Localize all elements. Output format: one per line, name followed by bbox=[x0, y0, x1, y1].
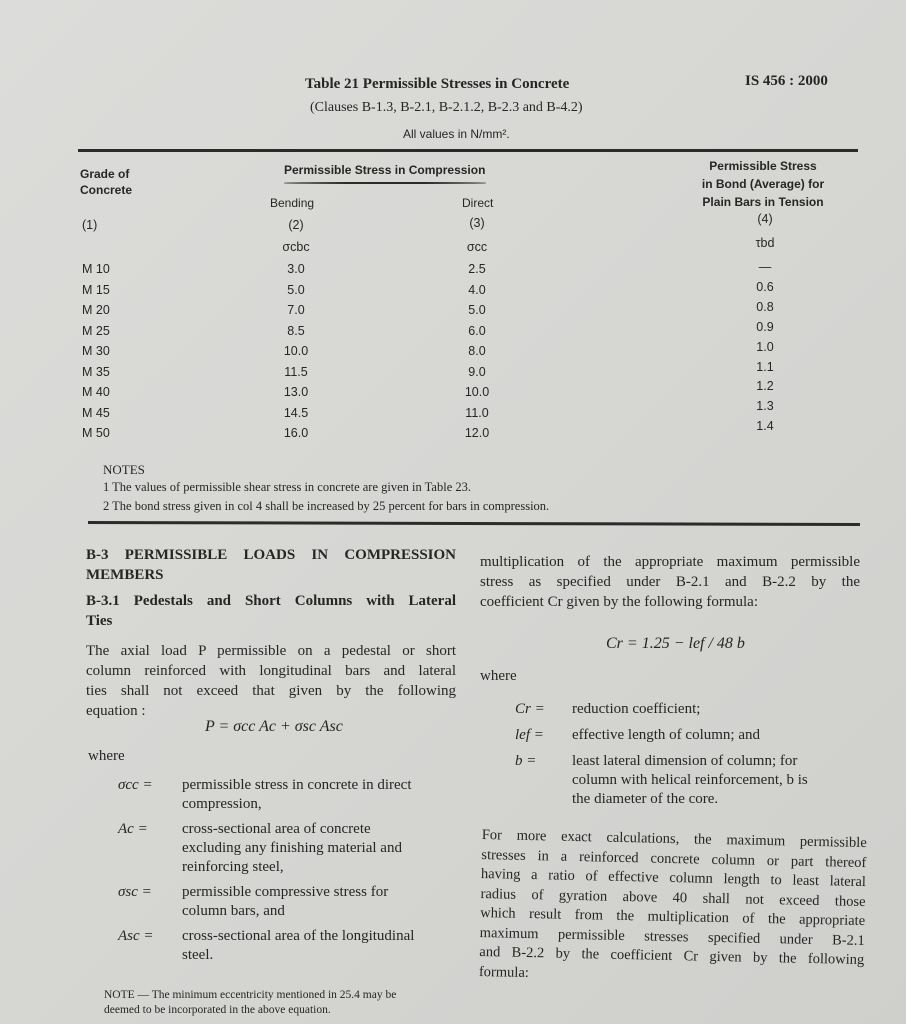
text-line: For more exact calculations, the maximum permissible bbox=[481, 826, 867, 852]
col-number: (4) bbox=[757, 212, 773, 226]
bond-cell: 0.6 bbox=[756, 279, 774, 294]
table-top-rule bbox=[78, 149, 858, 152]
text-line: equation : bbox=[86, 703, 146, 719]
grade-cell: M 35 bbox=[82, 364, 110, 379]
heading-line: Ties bbox=[86, 613, 113, 629]
direct-cell: 2.5 bbox=[468, 262, 486, 276]
equation-note bbox=[104, 988, 396, 1018]
text-line: coefficient Cr given by the following formula: bbox=[480, 594, 758, 610]
note-line: deemed to be incorporated in the above equation. bbox=[104, 1004, 331, 1016]
text-line: stress as specified under B-2.1 and B-2.2 by the bbox=[480, 574, 860, 590]
where-label: where bbox=[480, 668, 517, 684]
bond-cell: 1.1 bbox=[756, 359, 774, 374]
definition-symbol: Cr = bbox=[515, 701, 545, 717]
definition-text: effective length of column; and bbox=[572, 727, 760, 743]
text-line: which result from the multiplication of the appropriate bbox=[480, 904, 866, 930]
bending-cell: 13.0 bbox=[283, 385, 309, 399]
paragraph-axial-load bbox=[86, 641, 456, 721]
grade-cell: M 15 bbox=[82, 282, 110, 297]
definition-text: the diameter of the core. bbox=[572, 791, 719, 807]
col-number: (1) bbox=[82, 218, 98, 232]
definition-symbol: σsc = bbox=[118, 884, 152, 900]
direct-cell: 12.0 bbox=[464, 426, 490, 440]
direct-cell: 10.0 bbox=[464, 385, 490, 399]
bending-cell: 5.0 bbox=[287, 282, 305, 297]
col4-header bbox=[702, 157, 824, 211]
definition-symbol: Asc = bbox=[118, 928, 154, 944]
grade-cell: M 40 bbox=[82, 385, 110, 399]
definition-symbol: b = bbox=[515, 753, 537, 769]
where-label: where bbox=[88, 748, 125, 764]
bond-cell: 1.2 bbox=[756, 379, 774, 394]
text-line: having a ratio of effective column length to least lateral bbox=[480, 865, 867, 891]
heading-line: B-3.1 Pedestals and Short Columns with Lateral bbox=[86, 593, 456, 609]
definition-symbol: σcc = bbox=[118, 777, 153, 793]
note-2: 2 The bond stress given in col 4 shall be increased by 25 percent for bars in compression. bbox=[103, 499, 550, 513]
notes-title: NOTES bbox=[103, 462, 145, 477]
definition-text: cross-sectional area of the longitudinal bbox=[182, 928, 415, 944]
heading-line: B-3 PERMISSIBLE LOADS IN COMPRESSION bbox=[86, 547, 456, 563]
formula-cr: Cr = 1.25 − lef / 48 b bbox=[606, 635, 745, 652]
direct-cell: 8.0 bbox=[468, 344, 486, 358]
grade-cell: M 30 bbox=[82, 344, 110, 358]
text-line: ties shall not exceed that given by the following bbox=[86, 683, 456, 699]
bending-cell: 11.5 bbox=[284, 364, 308, 379]
col1-header: Grade of Concrete bbox=[80, 167, 133, 197]
definition-text: cross-sectional area of concrete bbox=[182, 821, 371, 837]
col2-header: Bending bbox=[270, 196, 315, 210]
bond-cell: 0.9 bbox=[756, 319, 774, 334]
direct-cell: 9.0 bbox=[468, 364, 486, 379]
section-heading-b3 bbox=[86, 545, 456, 585]
grade-cell: M 50 bbox=[82, 426, 110, 440]
bending-cell: 8.5 bbox=[287, 323, 305, 338]
note-1: 1 The values of permissible shear stress in concrete are given in Table 23. bbox=[103, 480, 471, 494]
standard-number: IS 456 : 2000 bbox=[745, 73, 828, 89]
grade-cell: M 10 bbox=[82, 262, 110, 276]
grade-cell: M 45 bbox=[82, 405, 110, 420]
bond-cell: 0.8 bbox=[756, 299, 774, 314]
definition-text: reinforcing steel, bbox=[182, 859, 284, 875]
units-note: All values in N/mm². bbox=[403, 127, 510, 141]
note-line: NOTE — The minimum eccentricity mentioned in 25.4 may be bbox=[104, 989, 397, 1001]
definition-symbol: lef = bbox=[515, 727, 544, 743]
definition-text: excluding any finishing material and bbox=[182, 840, 402, 856]
col-number: (3) bbox=[469, 216, 485, 230]
text-line: radius of gyration above 40 shall not exceed those bbox=[480, 885, 866, 910]
col3-header: Direct bbox=[462, 196, 494, 210]
definition-text: permissible stress in concrete in direct bbox=[182, 777, 412, 793]
bond-cell: 1.4 bbox=[756, 419, 774, 434]
bending-cell: 16.0 bbox=[283, 426, 309, 440]
direct-cell: 4.0 bbox=[468, 282, 486, 297]
bond-cell: 1.3 bbox=[756, 399, 774, 414]
paragraph-exact-calculations bbox=[479, 826, 867, 990]
text-line: column reinforced with longitudinal bars and lateral bbox=[86, 663, 456, 679]
bending-cell: 3.0 bbox=[287, 262, 305, 276]
symbol: τbd bbox=[755, 236, 775, 250]
paragraph-multiplication bbox=[480, 552, 860, 612]
clauses: (Clauses B-1.3, B-2.1, B-2.1.2, B-2.3 and B-4.2) bbox=[310, 100, 583, 115]
bond-cell: 1.0 bbox=[756, 339, 774, 354]
heading-line: MEMBERS bbox=[86, 567, 164, 583]
definition-text: permissible compressive stress for bbox=[182, 884, 389, 900]
grade-cell: M 20 bbox=[82, 303, 110, 317]
definition-text: column bars, and bbox=[182, 903, 285, 919]
col4-header-line: in Bond (Average) for bbox=[701, 177, 825, 191]
symbol: σcbc bbox=[282, 240, 310, 254]
group-header: Permissible Stress in Compression bbox=[284, 163, 486, 177]
text-line: The axial load P permissible on a pedestal or short bbox=[86, 643, 456, 659]
definition-text: reduction coefficient; bbox=[572, 701, 701, 717]
grade-cell: M 25 bbox=[82, 323, 110, 338]
table-bottom-rule bbox=[88, 521, 860, 526]
bending-cell: 14.5 bbox=[283, 405, 309, 420]
definition-text: steel. bbox=[182, 947, 214, 963]
direct-cell: 6.0 bbox=[468, 323, 486, 338]
bending-cell: 7.0 bbox=[287, 303, 305, 317]
bending-cell: 10.0 bbox=[283, 344, 309, 358]
bond-cell: — bbox=[758, 260, 772, 274]
direct-cell: 11.0 bbox=[465, 405, 489, 420]
col4-header-line: Plain Bars in Tension bbox=[702, 195, 824, 209]
text-line: and B-2.2 by the coefficient Cr given by the following bbox=[479, 943, 865, 969]
text-line: multiplication of the appropriate maximum permissible bbox=[480, 554, 860, 570]
text-line: stresses in a reinforced concrete column or part thereof bbox=[481, 846, 867, 871]
table-title: Table 21 Permissible Stresses in Concrete bbox=[305, 76, 570, 92]
definition-text: column with helical reinforcement, b is bbox=[572, 772, 808, 788]
symbol: σcc bbox=[466, 240, 488, 254]
text-line: formula: bbox=[478, 963, 530, 981]
definition-text: compression, bbox=[182, 796, 262, 812]
definition-text: least lateral dimension of column; for bbox=[572, 753, 798, 769]
col4-header-line: Permissible Stress bbox=[709, 159, 817, 173]
direct-cell: 5.0 bbox=[468, 303, 486, 317]
equation-p: P = σcc Ac + σsc Asc bbox=[205, 718, 343, 735]
section-heading-b31 bbox=[86, 591, 456, 631]
text-line: maximum permissible stresses specified under B-2.1 bbox=[479, 924, 865, 949]
group-brace bbox=[284, 182, 486, 184]
col-number: (2) bbox=[288, 218, 304, 232]
definition-symbol: Ac = bbox=[118, 821, 148, 837]
